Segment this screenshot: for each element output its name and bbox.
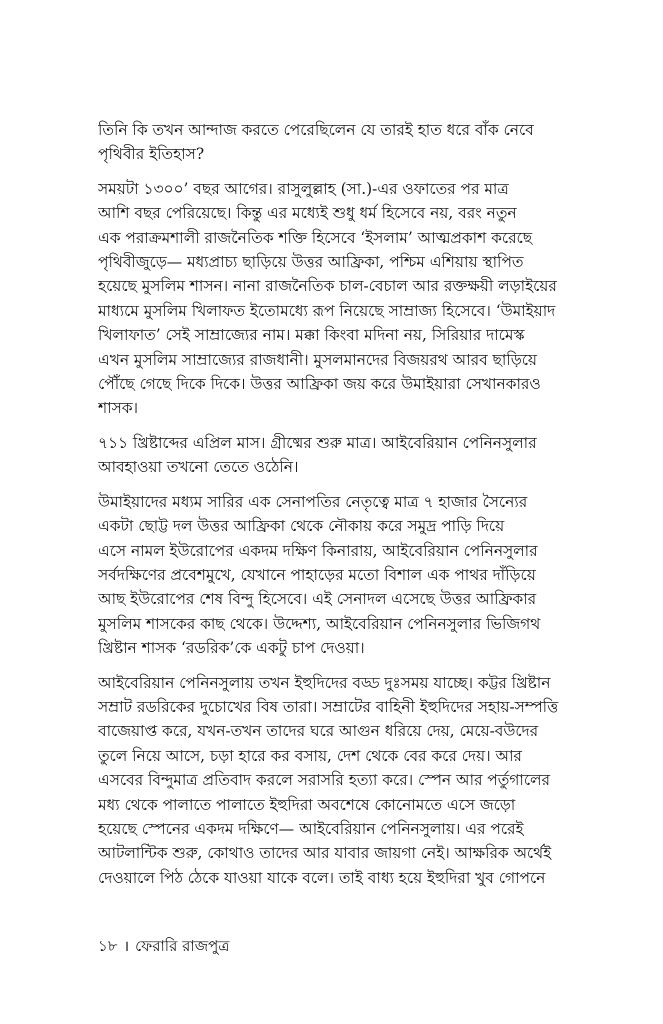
text-line: মুসলিম শাসকের কাছ থেকে। উদ্দেশ্য, আইবেরিয়ান পেনিনসুলার ভিজিগথ — [98, 614, 541, 633]
text-line: আটলান্টিক শুরু, কোথাও তাদের আর যাবার জায়গা নেই। আক্ষরিক অর্থেই — [98, 844, 552, 863]
text-line: সময়টা ১৩০০’ বছর আগের। রাসুলুল্লাহ (সা.)-এর ওফাতের পর মাত্র — [98, 179, 509, 198]
text-line: একটা ছোট্ট দল উত্তর আফ্রিকা থেকে নৌকায় করে সমুদ্র পাড়ি দিয়ে — [98, 517, 505, 536]
text-line: বাজেয়াপ্ত করে, যখন-তখন তাদের ঘরে আগুন ধরিয়ে দেয়, মেয়ে-বউদের — [98, 722, 539, 741]
paragraph-4 — [98, 490, 566, 661]
paragraph-5 — [98, 671, 566, 891]
page-footer — [98, 936, 229, 956]
text-line: এখন মুসলিম সাম্রাজ্যের রাজধানী। মুসলমানদের বিজয়রথ আরব ছাড়িয়ে — [98, 350, 537, 369]
text-line: সম্রাট রডরিকের দুচোখের বিষ তারা। সম্রাটের বাহিনী ইহুদিদের সহায়-সম্পত্তি — [98, 697, 559, 716]
text-line: তিনি কি তখন আন্দাজ করতে পেরেছিলেন যে তারই হাত ধরে বাঁক নেবে — [98, 121, 534, 139]
text-line: আইবেরিয়ান পেনিনসুলায় তখন ইহুদিদের বড্ড দুঃসময় যাচ্ছে। কট্টর খ্রিষ্টান — [98, 673, 551, 692]
text-line: এসবের বিন্দুমাত্র প্রতিবাদ করলে সরাসরি হত্যা করে। স্পেন আর পর্তুগালের — [98, 771, 550, 790]
text-line: পৌঁছে গেছে দিকে দিকে। উত্তর আফ্রিকা জয় করে উমাইয়ারা সেখানকারও — [98, 375, 541, 394]
text-line: তুলে নিয়ে আসে, চড়া হারে কর বসায়, দেশ থেকে বের করে দেয়। আর — [98, 746, 522, 765]
text-line: খিলাফাত’ সেই সাম্রাজ্যের নাম। মক্কা কিংবা মদিনা নয়, সিরিয়ার দামেস্ক — [98, 326, 525, 345]
text-line: এক পরাক্রমশালী রাজনৈতিক শক্তি হিসেবে ‘ইসলাম’ আত্মপ্রকাশ করেছে — [98, 228, 533, 247]
page-number: ১৮ — [98, 937, 118, 955]
text-line: আশি বছর পেরিয়েছে। কিন্তু এর মধ্যেই শুধু ধর্ম হিসেবে নয়, বরং নতুন — [98, 204, 517, 223]
text-line: আছ ইউরোপের শেষ বিন্দু হিসেবে। এই সেনাদল এসেছে উত্তর আফ্রিকার — [98, 590, 537, 609]
text-line: উমাইয়াদের মধ্যম সারির এক সেনাপতির নেতৃত্বে মাত্র ৭ হাজার সৈন্যের — [98, 492, 528, 511]
text-line: মাধ্যমে মুসলিম খিলাফত ইতোমধ্যে রূপ নিয়েছে সাম্রাজ্য হিসেবে। ‘উমাইয়াদ — [98, 301, 556, 320]
paragraph-2 — [98, 177, 566, 421]
text-line: পৃথিবীজুড়ে— মধ্যপ্রাচ্য ছাড়িয়ে উত্তর আফ্রিকা, পশ্চিম এশিয়ায় স্থাপিত — [98, 253, 524, 272]
page-body — [98, 118, 566, 900]
text-line: আবহাওয়া তখনো তেতে ওঠেনি। — [98, 458, 299, 477]
text-line: পৃথিবীর ইতিহাস? — [98, 145, 205, 164]
text-line: ৭১১ খ্রিষ্টাব্দের এপ্রিল মাস। গ্রীষ্মের শুরু মাত্র। আইবেরিয়ান পেনিনসুলার — [98, 433, 537, 452]
text-line: মধ্য থেকে পালাতে পালাতে ইহুদিরা অবশেষে কোনোমতে এসে জড়ো — [98, 795, 516, 814]
text-line: শাসক। — [98, 399, 139, 418]
footer-separator: । — [123, 937, 130, 955]
book-title: ফেরারি রাজপুত্র — [135, 937, 230, 955]
text-line: দেওয়ালে পিঠ ঠেকে যাওয়া যাকে বলে। তাই বাধ্য হয়ে ইহুদিরা খুব গোপনে — [98, 868, 546, 887]
paragraph-3 — [98, 431, 566, 480]
paragraph-1 — [98, 118, 566, 167]
text-line: সর্বদক্ষিণের প্রবেশমুখে, যেখানে পাহাড়ের মতো বিশাল এক পাথর দাঁড়িয়ে — [98, 565, 536, 584]
text-line: হয়েছে মুসলিম শাসন। নানা রাজনৈতিক চাল-বেচাল আর রক্তক্ষয়ী লড়াইয়ের — [98, 277, 557, 296]
text-line: এসে নামল ইউরোপের একদম দক্ষিণ কিনারায়, আইবেরিয়ান পেনিনসুলার — [98, 541, 538, 560]
text-line: হয়েছে স্পেনের একদম দক্ষিণে— আইবেরিয়ান পেনিনসুলায়। এর পরেই — [98, 819, 524, 838]
text-line: খ্রিষ্টান শাসক ‘রডরিক’কে একটু চাপ দেওয়া। — [98, 639, 365, 658]
